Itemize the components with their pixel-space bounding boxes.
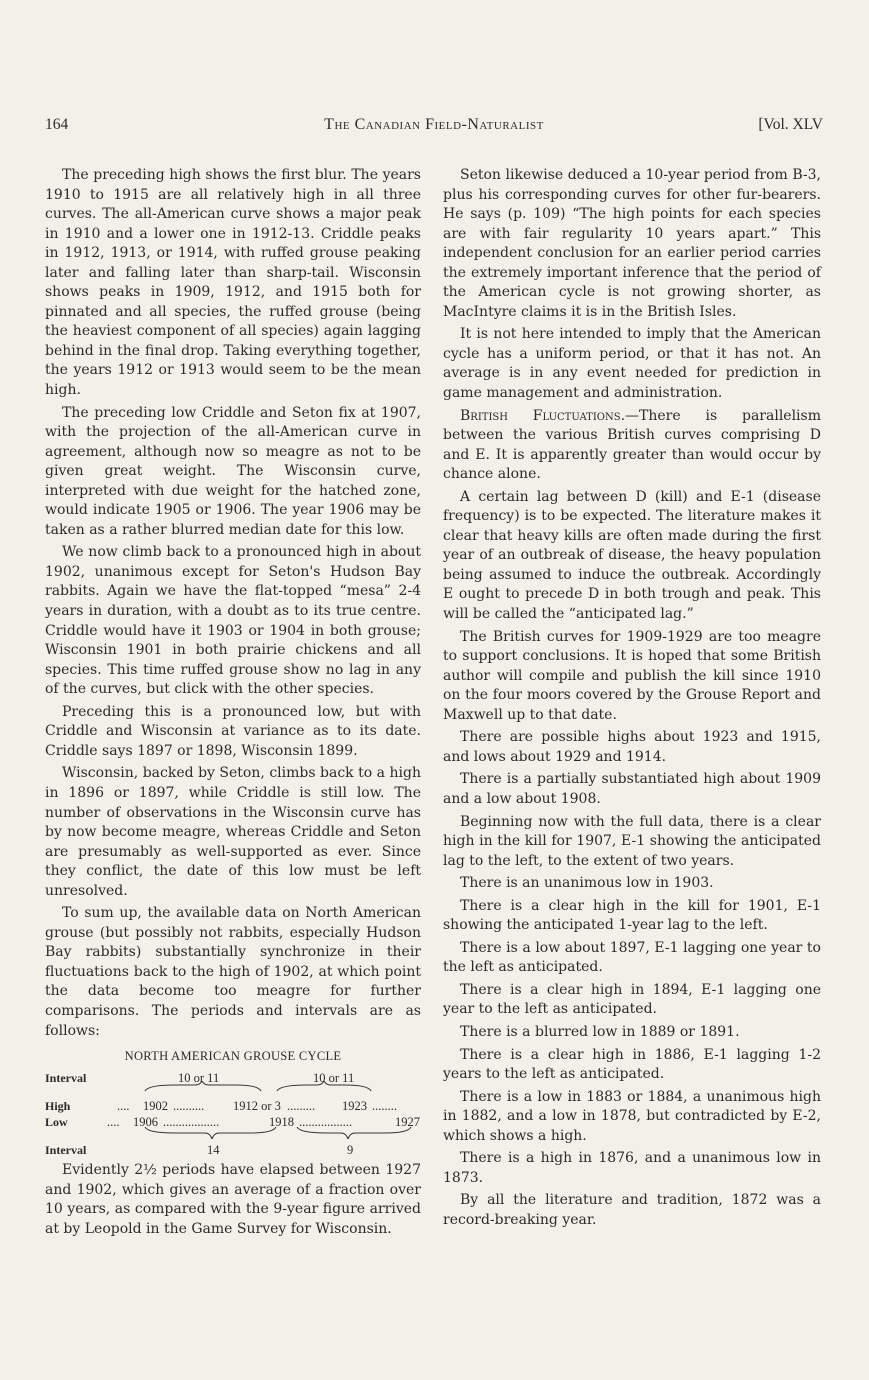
low-3: 1927 bbox=[395, 1115, 420, 1130]
paragraph: The preceding high shows the first blur. The years 1910 to 1915 are all relatively high in all three curves. The all-American curve shows a major peak in 1910 and a lower one in 1912-13. Criddle peaks in 1912, 1913, or 1914, with ruffed grouse peaking later and falling later than sharp-tail. Wisconsin shows peaks in 1909, 1912, and 1915 both for pinnated and all species, the ruffed grouse (being the heaviest component of all species) again lagging behind in the final drop. Taking everything together, the years 1912 or 1913 would seem to be the mean high. bbox=[45, 167, 421, 399]
high-1: 1902 bbox=[143, 1099, 168, 1114]
low-label: Low bbox=[45, 1115, 68, 1130]
interval-bottom-1: 14 bbox=[207, 1143, 220, 1158]
section-heading: British Fluctuations. bbox=[460, 407, 626, 424]
paragraph: Seton likewise deduced a 10-year period from B-3, plus his corresponding curves for other fur-bearers. He says (p. 109) “The high points for each species are with fair regularity 10 years apart.” This independent conclusion for an earlier period carries the extremely important inference that the period of the American cycle is not growing shorter, as MacIntyre claims it is in the British Isles. bbox=[443, 167, 821, 320]
section-text: —There is parallelism between the various British curves comprising D and E. It is apparently greater than would occur by chance alone. bbox=[443, 407, 821, 483]
paragraph: There is a blurred low in 1889 or 1891. bbox=[460, 1023, 740, 1040]
high-label: High bbox=[45, 1099, 71, 1114]
paragraph: There is a clear high in 1894, E-1 lagging one year to the left as anticipated. bbox=[443, 981, 821, 1018]
paragraph: There is an unanimous low in 1903. bbox=[460, 875, 714, 892]
paragraph: To sum up, the available data on North American grouse (but possibly not rabbits, especially Hudson Bay rabbits) substantially synchronize in their fluctuations back to the high of 1902, at which point the data become too meagre for further comparisons. The periods and intervals are as follows: bbox=[45, 905, 421, 1039]
high-3: 1923 bbox=[342, 1099, 367, 1114]
paragraph: By all the literature and tradition, 1872 was a record-breaking year. bbox=[443, 1192, 821, 1228]
paragraph: There is a partially substantiated high about 1909 and a low about 1908. bbox=[443, 771, 821, 807]
page-number: 164 bbox=[45, 116, 69, 133]
grouse-cycle-table: NORTH AMERICAN GROUSE CYCLE Interval 10 or 11 10 or 11 High .... 1902 .......... 1912 or 3 ......... 1923 ........ Low .... 1906 .................. 1918 ................. 1927 Interval 14 9 bbox=[45, 1047, 421, 1157]
brace-bottom bbox=[45, 1127, 421, 1139]
low-1: 1906 bbox=[133, 1115, 158, 1130]
paragraph: We now climb back to a pronounced high in about 1902, unanimous except for Seton's Hudson Bay rabbits. Again we have the flat-topped “mesa” 2-4 years in duration, with a doubt as to its true centre. Criddle would have it 1903 or 1904 in both grouse; Wisconsin 1901 in both prairie chickens and all species. This time ruffed grouse show no lag in any of the curves, but click with the other species. bbox=[45, 544, 421, 698]
paragraph: The preceding low Criddle and Seton fix at 1907, with the projection of the all-American curve in agreement, although now so meagre as not to be given great weight. The Wisconsin curve, interpreted with due weight for the hatched zone, would indicate 1905 or 1906. The year 1906 may be taken as a rather blurred median date for this low. bbox=[45, 404, 421, 538]
paragraph: There is a high in 1876, and a unanimous low in 1873. bbox=[443, 1150, 821, 1186]
paragraph: Evidently 2½ periods have elapsed between 1927 and 1902, which gives an average of a fraction over 10 years, as compared with the 9-year figure arrived at by Leopold in the Game Survey for Wisconsin. bbox=[45, 1162, 421, 1237]
interval-bottom-2: 9 bbox=[347, 1143, 354, 1158]
high-2: 1912 or 3 bbox=[233, 1099, 281, 1114]
paragraph: Preceding this is a pronounced low, but with Criddle and Wisconsin at variance as to its date. Criddle says 1897 or 1898, Wisconsin 1899. bbox=[45, 703, 421, 759]
paragraph: Beginning now with the full data, there is a clear high in the kill for 1907, E-1 showing the anticipated lag to the left, to the extent of two years. bbox=[443, 813, 821, 869]
paragraph: Wisconsin, backed by Seton, climbs back to a high in 1896 or 1897, while Criddle is still low. The number of observations in the Wisconsin curve has by now become meagre, whereas Criddle and Seton are presumably as well-supported as ever. Since they conflict, the date of this low must be left unresolved. bbox=[45, 765, 421, 899]
interval-top-1: 10 or 11 bbox=[178, 1071, 220, 1086]
interval-label-top: Interval bbox=[45, 1071, 87, 1086]
paragraph: A certain lag between D (kill) and E-1 (disease frequency) is to be expected. The literature makes it clear that heavy kills are often made during the first year of an outbreak of disease, the heavy population being assumed to induce the outbreak. Accordingly E ought to precede D in both trough and peak. This will be called the “anticipated lag.” bbox=[443, 488, 821, 623]
volume-label: [Vol. XLV bbox=[758, 116, 823, 133]
paragraph: There is a low in 1883 or 1884, a unanimous high in 1882, and a low in 1878, but contradicted by E-2, which shows a high. bbox=[443, 1088, 821, 1144]
right-column bbox=[443, 166, 821, 1233]
paragraph: There are possible highs about 1923 and 1915, and lows about 1929 and 1914. bbox=[443, 729, 821, 765]
interval-top-2: 10 or 11 bbox=[313, 1071, 355, 1086]
brace-top bbox=[45, 1081, 421, 1093]
paragraph: There is a clear high in the kill for 1901, E-1 showing the anticipated 1-year lag to the left. bbox=[443, 897, 821, 934]
paragraph bbox=[443, 407, 821, 485]
low-2: 1918 bbox=[269, 1115, 294, 1130]
table-title: NORTH AMERICAN GROUSE CYCLE bbox=[124, 1049, 342, 1064]
paragraph: There is a low about 1897, E-1 lagging one year to the left as anticipated. bbox=[443, 939, 821, 976]
paragraph: The British curves for 1909-1929 are too meagre to support conclusions. It is hoped that some British author will compile and publish the kill since 1910 on the four moors covered by the Grouse Report and Maxwell up to that date. bbox=[443, 628, 821, 723]
paragraph: There is a clear high in 1886, E-1 lagging 1-2 years to the left as anticipated. bbox=[443, 1046, 821, 1083]
interval-label-bottom: Interval bbox=[45, 1143, 87, 1158]
paragraph: It is not here intended to imply that the American cycle has a uniform period, or that it has not. An average is in any event needed for prediction in game management and administration. bbox=[443, 326, 821, 402]
journal-title: The Canadian Field-Naturalist bbox=[324, 116, 544, 133]
left-column bbox=[45, 166, 421, 1242]
running-header bbox=[45, 116, 823, 138]
